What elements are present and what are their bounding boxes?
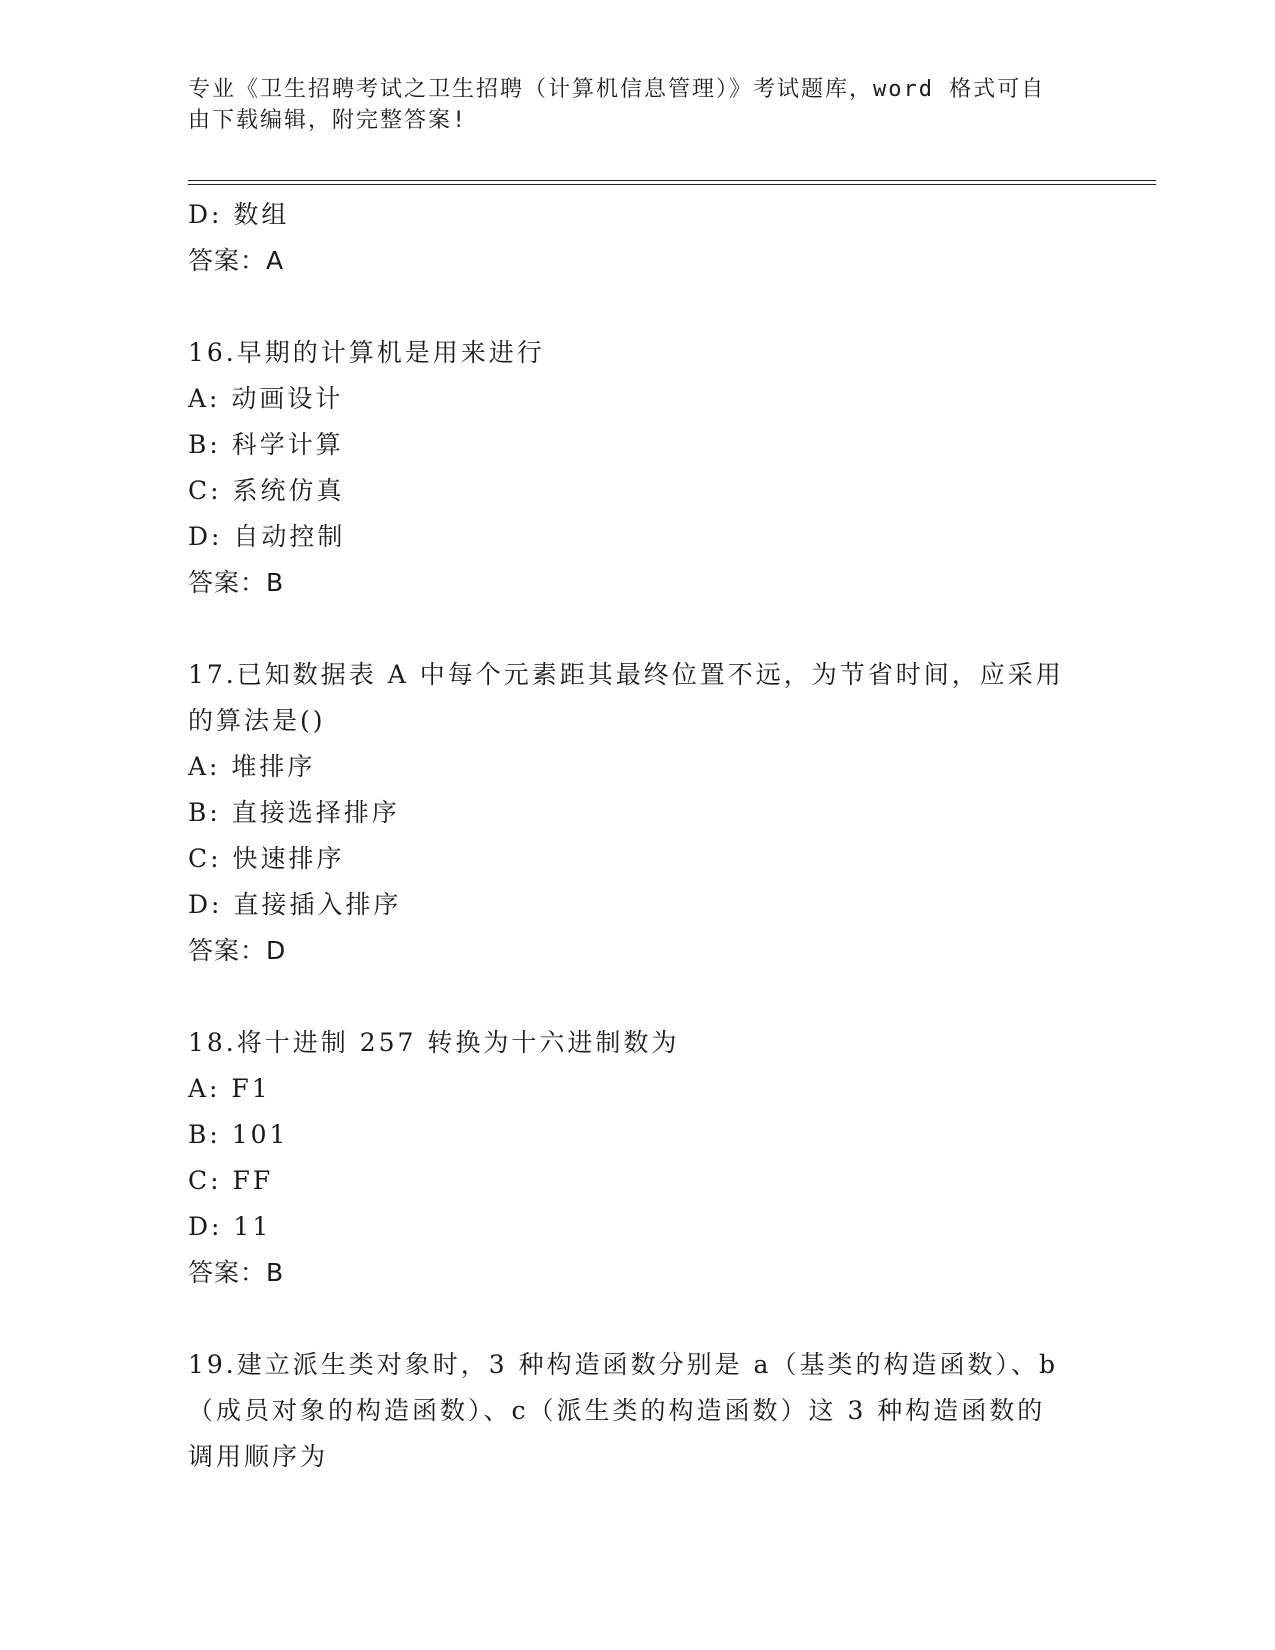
option-b: B: 科学计算 (188, 430, 344, 459)
question-17 (188, 652, 1088, 974)
question-18 (188, 1020, 1088, 1296)
header-rule-top (188, 180, 1156, 181)
answer: 答案：B (188, 1258, 285, 1287)
prev-answer: 答案：A (188, 246, 285, 275)
spacer (188, 606, 1088, 652)
spacer (188, 1296, 1088, 1342)
spacer (188, 974, 1088, 1020)
header-rule-bottom (188, 184, 1156, 185)
question-list (188, 192, 1088, 1480)
option-d: D: 自动控制 (188, 522, 346, 551)
option-c: C: FF (188, 1166, 274, 1195)
header-line-2: 由下载编辑，附完整答案! (188, 108, 468, 133)
question-stem-line-1: 17.已知数据表 A 中每个元素距其最终位置不远，为节省时间，应采用 (188, 660, 1064, 689)
question-16 (188, 330, 1088, 606)
prev-option-d: D: 数组 (188, 200, 290, 229)
option-d: D: 11 (188, 1212, 272, 1241)
header-line-1: 专业《卫生招聘考试之卫生招聘（计算机信息管理）》考试题库，word 格式可自 (188, 77, 1046, 102)
option-d: D: 直接插入排序 (188, 890, 402, 919)
answer: 答案：B (188, 568, 285, 597)
document-header (188, 74, 1068, 136)
question-19 (188, 1342, 1088, 1480)
question-stem-line-1: 19.建立派生类对象时，3 种构造函数分别是 a（基类的构造函数）、b (188, 1350, 1058, 1379)
option-a: A: 动画设计 (188, 384, 344, 413)
option-b: B: 直接选择排序 (188, 798, 400, 827)
spacer (188, 284, 1088, 330)
option-c: C: 快速排序 (188, 844, 345, 873)
question-stem: 16.早期的计算机是用来进行 (188, 338, 545, 367)
option-c: C: 系统仿真 (188, 476, 345, 505)
question-stem-line-2: 的算法是() (188, 706, 326, 735)
option-a: A: 堆排序 (188, 752, 316, 781)
question-stem: 18.将十进制 257 转换为十六进制数为 (188, 1028, 680, 1057)
answer: 答案：D (188, 936, 287, 965)
option-b: B: 101 (188, 1120, 289, 1149)
question-stem-line-2: （成员对象的构造函数）、c（派生类的构造函数）这 3 种构造函数的 (188, 1396, 1046, 1425)
option-a: A: F1 (188, 1074, 271, 1103)
question-stem-line-3: 调用顺序为 (188, 1442, 329, 1471)
